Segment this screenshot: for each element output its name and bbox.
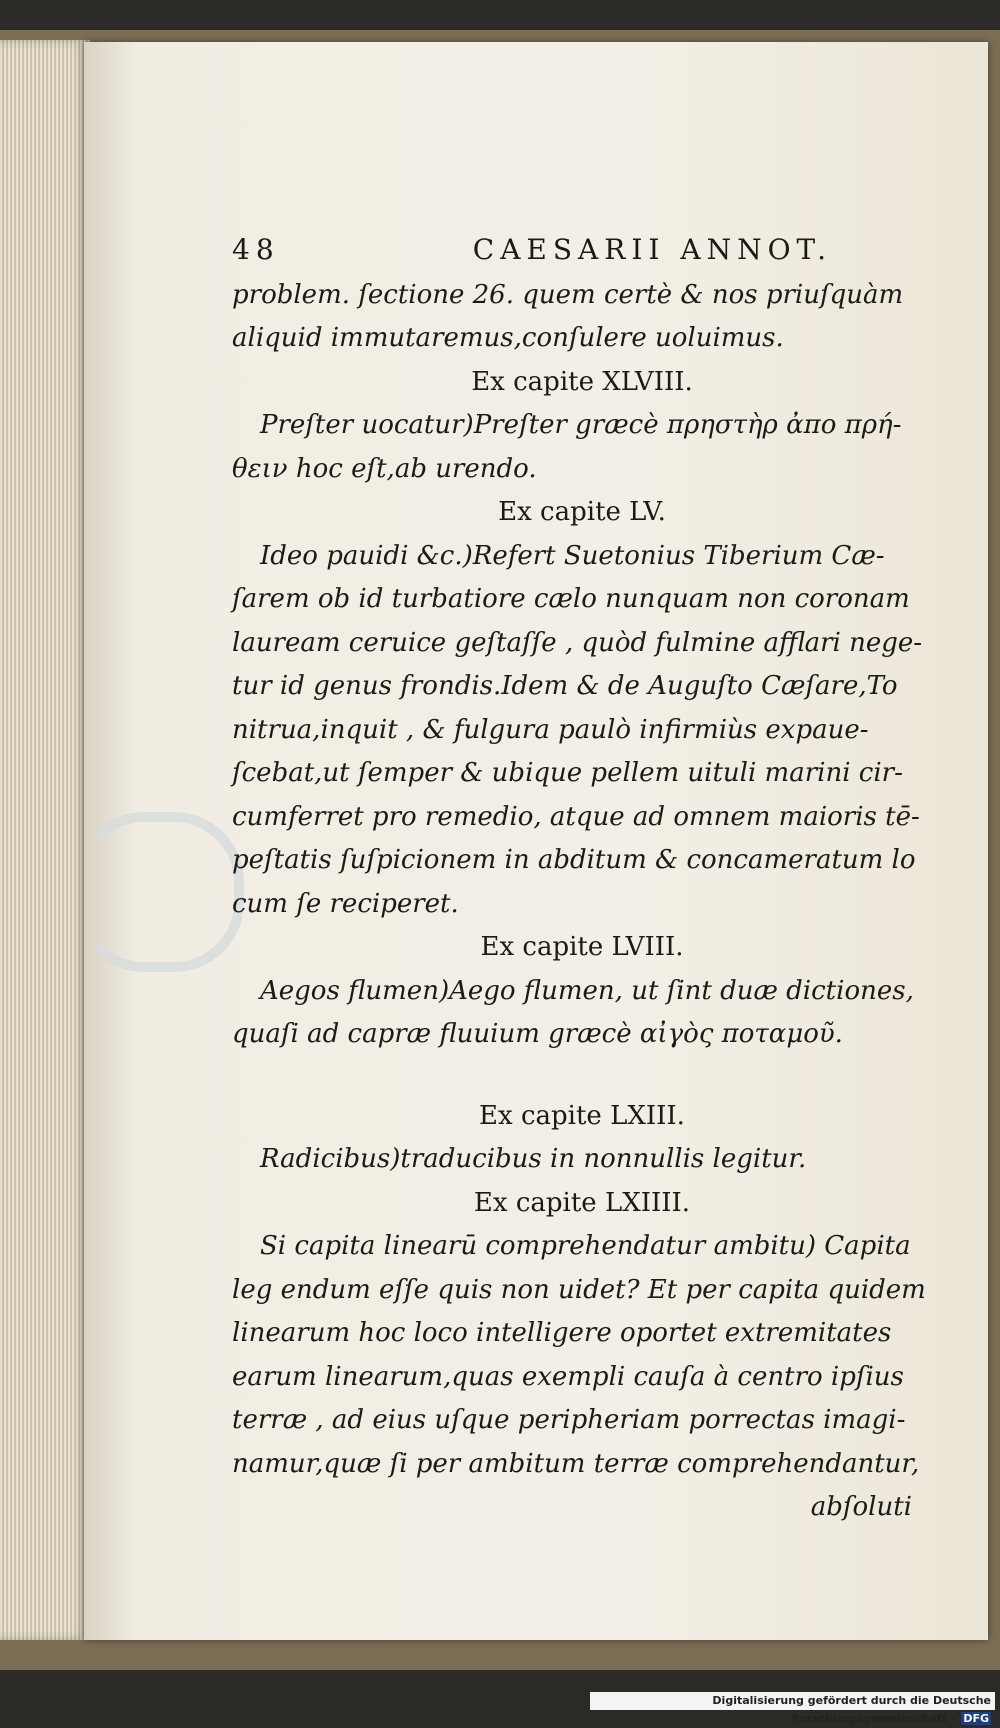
text-line: terræ , ad eius uſque peripheriam porrectas imagi- xyxy=(232,1405,906,1435)
text-line: aliquid immutaremus,conſulere uoluimus. xyxy=(232,323,784,353)
spacer xyxy=(232,1057,932,1095)
text-line: namur,quæ ſi per ambitum terræ comprehendantur, xyxy=(232,1448,920,1479)
text-line: θειν hoc eſt,ab urendo. xyxy=(232,453,537,484)
page-edges xyxy=(0,40,90,1640)
text-line: quaſi ad capræ fluuium græcè αἰγὸς ποταμοῦ. xyxy=(232,1019,843,1049)
text-line: Si capita linearū comprehendatur ambitu) Capita xyxy=(260,1231,911,1261)
chapter-heading: Ex capite LVIII. xyxy=(480,932,684,962)
digitization-credit xyxy=(590,1692,995,1725)
text-line: lauream ceruice geſtaſſe , quòd fulmine afflari nege- xyxy=(232,627,923,658)
text-line: tur id genus frondis.Idem & de Auguſto Cæſare,To xyxy=(232,671,898,701)
page-text xyxy=(232,228,932,1530)
text-line: ſarem ob id turbatiore cælo nunquam non coronam xyxy=(232,584,910,614)
page-number: 48 xyxy=(232,233,280,266)
chapter-heading: Ex capite LXIIII. xyxy=(473,1187,691,1218)
text-line: leg endum eſſe quis non uidet? Et per capita quidem xyxy=(232,1274,926,1305)
text-line: nitrua,inquit , & fulgura paulò infirmiùs expaue- xyxy=(232,714,869,745)
running-title: CAESARII ANNOT. xyxy=(472,233,832,266)
dfg-logo: DFG xyxy=(963,1712,989,1725)
text-line: earum linearum,quas exempli cauſa à centro ipſius xyxy=(232,1361,904,1392)
chapter-heading: Ex capite LXIII. xyxy=(479,1100,685,1131)
text-line: Radicibus)traducibus in nonnullis legitur. xyxy=(260,1144,807,1174)
text-line: linearum hoc loco intelligere oportet extremitates xyxy=(232,1318,892,1348)
text-line: peſtatis ſuſpicionem in abditum & concameratum lo xyxy=(232,845,916,875)
chapter-heading: Ex capite XLVIII. xyxy=(471,366,693,397)
text-line: problem. ſectione 26. quem certè & nos priuſquàm xyxy=(232,279,904,310)
text-line: Preſter uocatur)Preſter græcè πρηστὴρ ἀπο πρή- xyxy=(260,410,902,440)
text-line: cumferret pro remedio, atque ad omnem maioris tē- xyxy=(232,801,920,832)
text-line: Aegos flumen)Aego flumen, ut ſint duæ dictiones, xyxy=(260,975,914,1006)
catchword: abſoluti xyxy=(810,1492,912,1522)
text-line: Ideo pauidi &c.)Refert Suetonius Tiberium Cæ- xyxy=(260,540,885,571)
credit-text: Digitalisierung gefördert durch die Deutsche Forschungsgemeinschaft - xyxy=(712,1694,991,1725)
chapter-heading: Ex capite LV. xyxy=(498,497,666,527)
text-line: cum ſe reciperet. xyxy=(232,888,459,919)
running-header xyxy=(232,228,832,272)
page-clip xyxy=(74,812,244,972)
text-line: ſcebat,ut ſemper & ubique pellem uituli marini cir- xyxy=(232,758,903,788)
